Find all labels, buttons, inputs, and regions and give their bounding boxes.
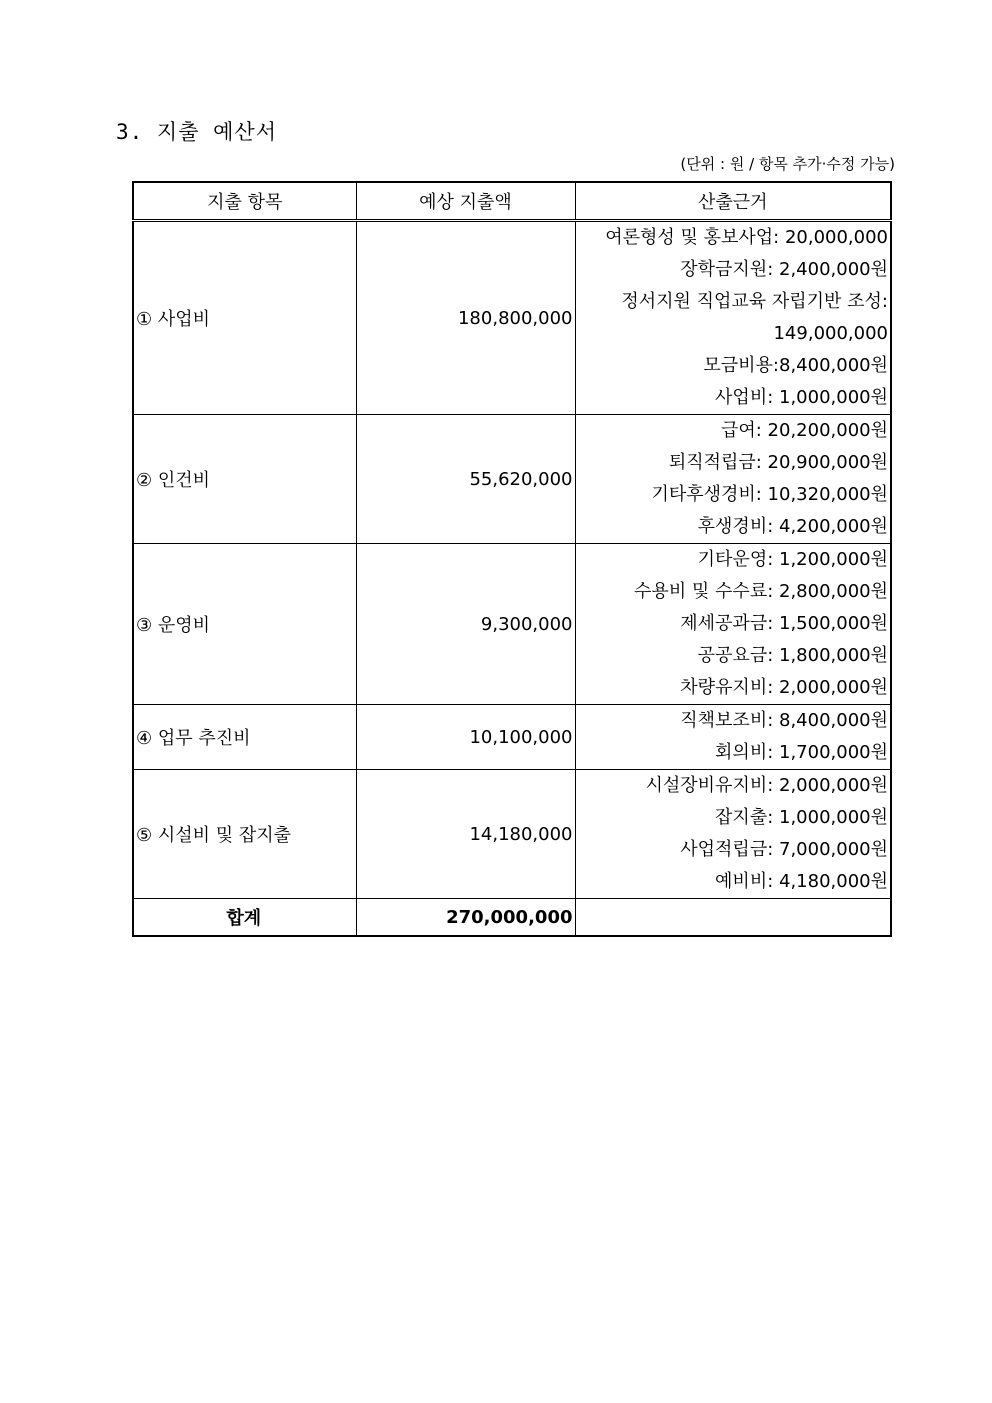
basis-line: 모금비용:8,400,000원 [703,355,888,376]
header-item: 지출 항목 [133,182,356,221]
basis-line: 수용비 및 수수료: 2,800,000원 [634,581,888,602]
section-title: 3. 지출 예산서 [116,120,278,144]
expense-item: ④ 업무 추진비 [133,705,356,770]
basis-line: 기타후생경비: 10,320,000원 [651,484,888,505]
basis-line: 급여: 20,200,000원 [720,420,888,441]
calculation-basis [575,705,891,770]
expected-amount: 9,300,000 [356,544,575,705]
expense-item: ⑤ 시설비 및 잡지출 [133,770,356,899]
expense-item: ① 사업비 [133,221,356,415]
basis-line: 공공요금: 1,800,000원 [697,645,888,666]
total-basis [575,899,891,937]
basis-line: 예비비: 4,180,000원 [715,871,888,892]
budget-table [132,181,892,937]
basis-line: 잡지출: 1,000,000원 [715,807,888,828]
header-basis: 산출근거 [575,182,891,221]
expected-amount: 10,100,000 [356,705,575,770]
basis-line: 149,000,000 [773,323,888,344]
basis-line: 사업적립금: 7,000,000원 [680,839,888,860]
basis-line: 차량유지비: 2,000,000원 [680,677,888,698]
total-amount: 270,000,000 [356,899,575,937]
calculation-basis [575,544,891,705]
expense-item: ③ 운영비 [133,544,356,705]
table-row [133,705,891,770]
table-row [133,221,891,415]
calculation-basis [575,415,891,544]
basis-line: 장학금지원: 2,400,000원 [680,259,888,280]
basis-line: 사업비: 1,000,000원 [715,387,888,408]
table-header-row [133,182,891,221]
total-row [133,899,891,937]
basis-line: 직책보조비: 8,400,000원 [680,710,888,731]
basis-line: 기타운영: 1,200,000원 [697,549,888,570]
calculation-basis [575,221,891,415]
basis-line: 퇴직적립금: 20,900,000원 [668,452,888,473]
basis-line: 여론형성 및 홍보사업: 20,000,000 [605,227,888,248]
unit-note: (단위 : 원 / 항목 추가·수정 가능) [680,155,895,173]
table-row [133,544,891,705]
table-row [133,770,891,899]
total-label: 합계 [133,899,356,937]
expected-amount: 14,180,000 [356,770,575,899]
basis-line: 정서지원 직업교육 자립기반 조성: [621,291,888,312]
basis-line: 후생경비: 4,200,000원 [697,516,888,537]
expense-item: ② 인건비 [133,415,356,544]
header-amount: 예상 지출액 [356,182,575,221]
table-body [133,221,891,899]
basis-line: 제세공과금: 1,500,000원 [680,613,888,634]
expected-amount: 55,620,000 [356,415,575,544]
table-row [133,415,891,544]
basis-line: 시설장비유지비: 2,000,000원 [645,775,888,796]
basis-line: 회의비: 1,700,000원 [715,742,888,763]
expected-amount: 180,800,000 [356,221,575,415]
calculation-basis [575,770,891,899]
